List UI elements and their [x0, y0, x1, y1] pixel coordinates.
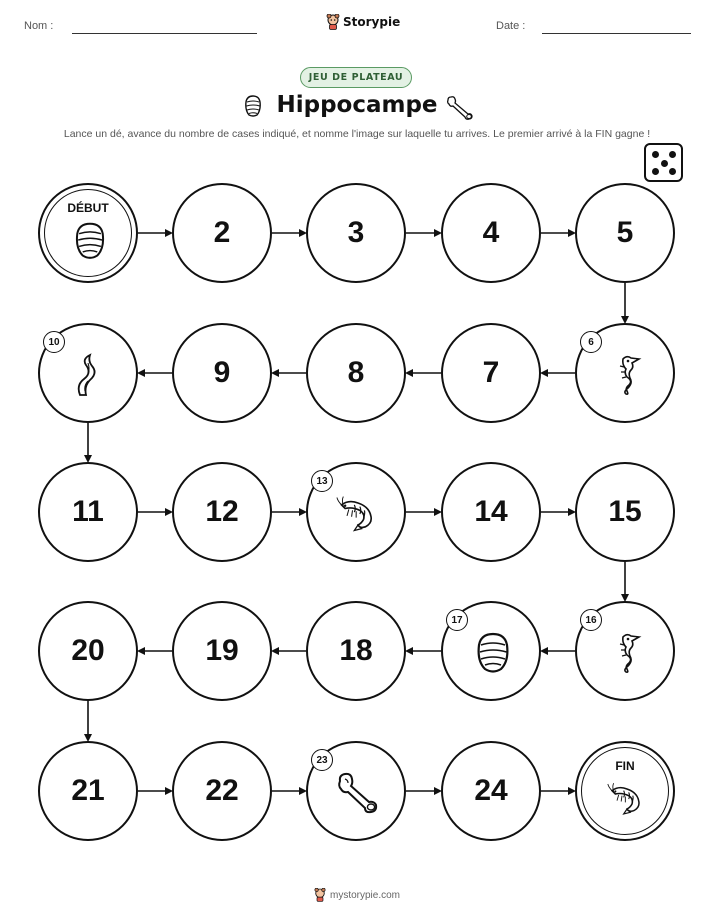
board-cell-10: [38, 323, 138, 423]
cell-number: 7: [482, 356, 500, 389]
board-cell-15: [575, 462, 675, 562]
cell-number: 8: [347, 356, 365, 389]
board-cell-5: [575, 183, 675, 283]
footer-url: mystorypie.com: [329, 889, 400, 901]
board-cell-6: [575, 323, 675, 423]
board-cell-3: [306, 183, 406, 283]
cell-number: 12: [205, 495, 239, 528]
cell-number-badge: 16: [580, 609, 602, 631]
board-cell-25: [575, 741, 675, 841]
page-title: Hippocampe: [276, 92, 438, 118]
seahorse-icon: [605, 353, 649, 397]
board-cell-19: [172, 601, 272, 701]
game-type-badge: JEU DE PLATEAU: [300, 67, 412, 88]
board-cell-11: [38, 462, 138, 562]
cell-number: 21: [71, 774, 105, 807]
storypie-logo-icon: [314, 888, 326, 902]
cell-number: 18: [339, 634, 373, 667]
board-cell-4: [441, 183, 541, 283]
seaweed-icon: [68, 353, 112, 397]
scale-icon: [471, 631, 515, 675]
cell-number: 22: [205, 774, 239, 807]
cell-number: 4: [482, 216, 500, 249]
board-cell-8: [306, 323, 406, 423]
cell-number: 19: [205, 634, 239, 667]
brand-name: Storypie: [343, 15, 401, 29]
cell-number: 11: [72, 495, 104, 528]
board-cell-18: [306, 601, 406, 701]
board-cell-13: [306, 462, 406, 562]
start-label: DÉBUT: [67, 201, 109, 215]
instructions: Lance un dé, avance du nombre de cases indiqué, et nomme l'image sur laquelle tu arrives. Le premier arrivé à la FIN gagne !: [63, 128, 651, 140]
shrimp-icon: [336, 492, 380, 536]
board-cell-23: [306, 741, 406, 841]
cell-number-badge: 13: [311, 470, 333, 492]
board-cell-12: [172, 462, 272, 562]
cell-number: 3: [347, 216, 365, 249]
cell-number: 15: [608, 495, 642, 528]
board-cell-1: [38, 183, 138, 283]
board-cell-21: [38, 741, 138, 841]
bone-icon: [336, 771, 380, 815]
footer: [0, 888, 714, 902]
date-label: Date :: [496, 20, 526, 32]
cell-number: 14: [474, 495, 508, 528]
scale-icon: [70, 221, 110, 261]
board-cell-7: [441, 323, 541, 423]
board-cell-20: [38, 601, 138, 701]
board-cell-14: [441, 462, 541, 562]
cell-number: 20: [71, 634, 105, 667]
shrimp-icon: [607, 779, 647, 819]
board-cell-16: [575, 601, 675, 701]
cell-number-badge: 10: [43, 331, 65, 353]
cell-number: 24: [474, 774, 508, 807]
board-cell-17: [441, 601, 541, 701]
board-cell-24: [441, 741, 541, 841]
board-cell-2: [172, 183, 272, 283]
cell-number-badge: 23: [311, 749, 333, 771]
end-label: FIN: [615, 759, 635, 773]
name-label: Nom :: [24, 20, 54, 32]
cell-number: 5: [616, 216, 634, 249]
board-cell-9: [172, 323, 272, 423]
cell-number: 2: [213, 216, 231, 249]
cell-number: 9: [213, 356, 231, 389]
cell-number-badge: 6: [580, 331, 602, 353]
board-cell-22: [172, 741, 272, 841]
cell-number-badge: 17: [446, 609, 468, 631]
seahorse-icon: [605, 631, 649, 675]
